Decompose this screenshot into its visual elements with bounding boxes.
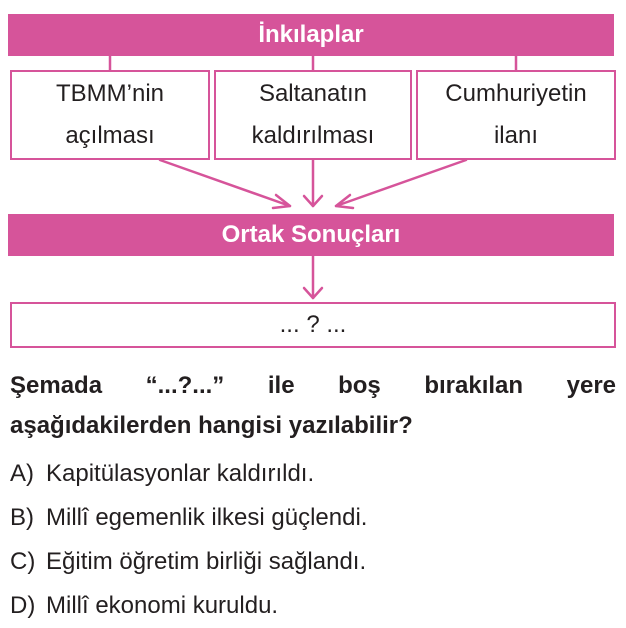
option-d-text: Millî ekonomi kuruldu. — [46, 592, 279, 619]
ortak-sonuclari-title: Ortak Sonuçları — [221, 221, 401, 248]
ortak-sonuclari-header — [8, 214, 614, 256]
answer-options — [10, 452, 367, 628]
question-text: Şemada “...?...” ile boş bırakılan yere aşağıdakilerden hangisi yazılabilir? — [10, 372, 616, 439]
box-tbmm — [10, 70, 210, 160]
option-a-text: Kapitülasyonlar kaldırıldı. — [46, 460, 315, 487]
box-saltanat — [214, 70, 412, 160]
box-cumhuriyet — [416, 70, 616, 160]
inkilaplar-title: İnkılaplar — [258, 21, 364, 48]
option-b-letter: B) — [10, 504, 34, 531]
option-b[interactable] — [10, 496, 367, 540]
option-d-letter: D) — [10, 592, 36, 619]
inkilaplar-header — [8, 14, 614, 56]
option-c-letter: C) — [10, 548, 36, 575]
box-cumhuriyet-label: Cumhuriyetin ilanı — [445, 80, 587, 149]
box-tbmm-label: TBMM’nin açılması — [55, 80, 164, 149]
option-b-text: Millî egemenlik ilkesi güçlendi. — [46, 504, 368, 531]
blank-box — [10, 302, 616, 348]
box-saltanat-label: Saltanatın kaldırılması — [251, 80, 375, 149]
option-a-letter: A) — [10, 460, 34, 487]
option-c-text: Eğitim öğretim birliği sağlandı. — [46, 548, 367, 575]
option-c[interactable] — [10, 540, 367, 584]
blank-box-label: ... ? ... — [279, 311, 347, 338]
option-a[interactable] — [10, 452, 367, 496]
option-d[interactable] — [10, 584, 367, 628]
